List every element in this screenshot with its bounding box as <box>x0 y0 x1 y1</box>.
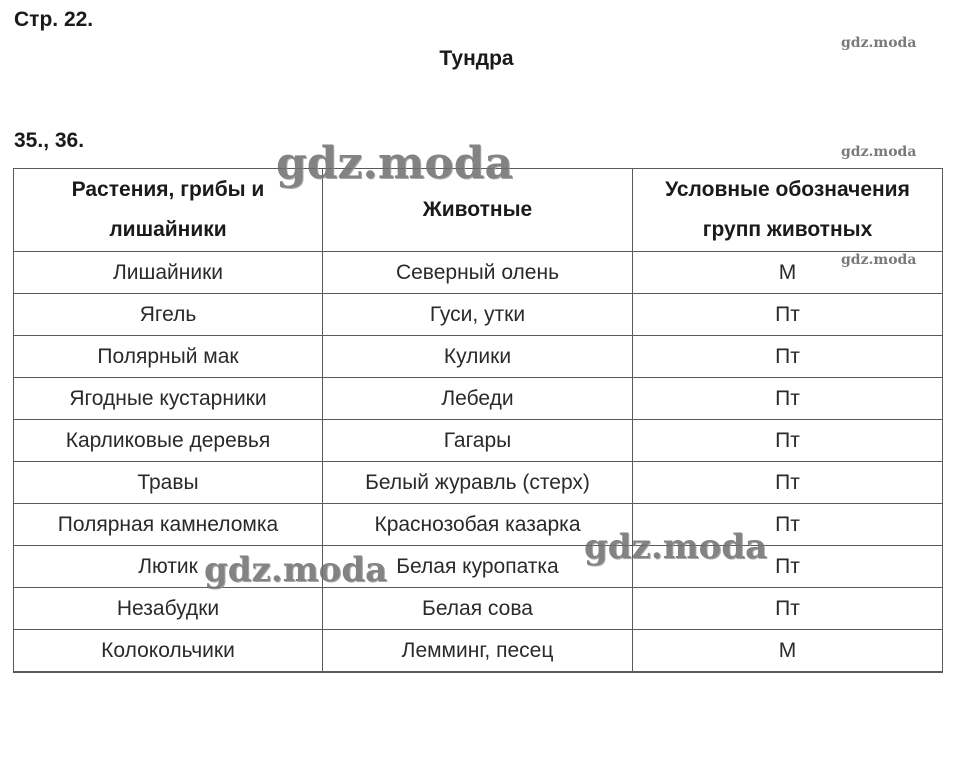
cell-animal: Гагары <box>323 420 633 462</box>
table-row <box>14 294 943 336</box>
cell-group: Пт <box>633 546 943 588</box>
watermark-large: gdz.moda <box>276 138 514 189</box>
cell-animal: Гуси, утки <box>323 294 633 336</box>
cell-animal: Северный олень <box>323 252 633 294</box>
header-animals: Животные <box>323 169 633 252</box>
table-row <box>14 378 943 420</box>
page-title: Тундра <box>439 47 514 70</box>
cell-animal: Лемминг, песец <box>323 630 633 673</box>
watermark-small: gdz.moda <box>841 252 917 268</box>
header-symbols: Условные обозначения групп животных <box>633 169 943 252</box>
task-number: 35., 36. <box>14 129 85 152</box>
cell-animal: Белая куропатка <box>323 546 633 588</box>
cell-group: Пт <box>633 588 943 630</box>
cell-animal: Кулики <box>323 336 633 378</box>
cell-plant: Колокольчики <box>14 630 323 673</box>
table-row <box>14 588 943 630</box>
cell-plant: Лишайники <box>14 252 323 294</box>
cell-animal: Лебеди <box>323 378 633 420</box>
table-row <box>14 420 943 462</box>
watermark-large: gdz.moda <box>584 527 768 567</box>
cell-group: Пт <box>633 294 943 336</box>
cell-group: М <box>633 252 943 294</box>
cell-plant: Лютик <box>14 546 323 588</box>
cell-group: Пт <box>633 336 943 378</box>
cell-group: М <box>633 630 943 673</box>
table-row <box>14 630 943 673</box>
cell-plant: Ягель <box>14 294 323 336</box>
cell-group: Пт <box>633 378 943 420</box>
page-number-label: Стр. 22. <box>14 8 94 31</box>
table-row <box>14 462 943 504</box>
table-row <box>14 546 943 588</box>
watermark-large: gdz.moda <box>204 550 388 590</box>
cell-group: Пт <box>633 504 943 546</box>
cell-animal: Белый журавль (стерх) <box>323 462 633 504</box>
cell-plant: Карликовые деревья <box>14 420 323 462</box>
cell-plant: Ягодные кустарники <box>14 378 323 420</box>
cell-group: Пт <box>633 462 943 504</box>
cell-plant: Незабудки <box>14 588 323 630</box>
table-row <box>14 336 943 378</box>
tundra-table <box>13 168 943 673</box>
cell-plant: Полярный мак <box>14 336 323 378</box>
watermark-small: gdz.moda <box>841 35 917 51</box>
header-plants: Растения, грибы и лишайники <box>14 169 323 252</box>
cell-plant: Травы <box>14 462 323 504</box>
table-row <box>14 504 943 546</box>
table-row <box>14 252 943 294</box>
cell-plant: Полярная камнеломка <box>14 504 323 546</box>
watermark-small: gdz.moda <box>841 144 917 160</box>
cell-animal: Белая сова <box>323 588 633 630</box>
cell-animal: Краснозобая казарка <box>323 504 633 546</box>
cell-group: Пт <box>633 420 943 462</box>
